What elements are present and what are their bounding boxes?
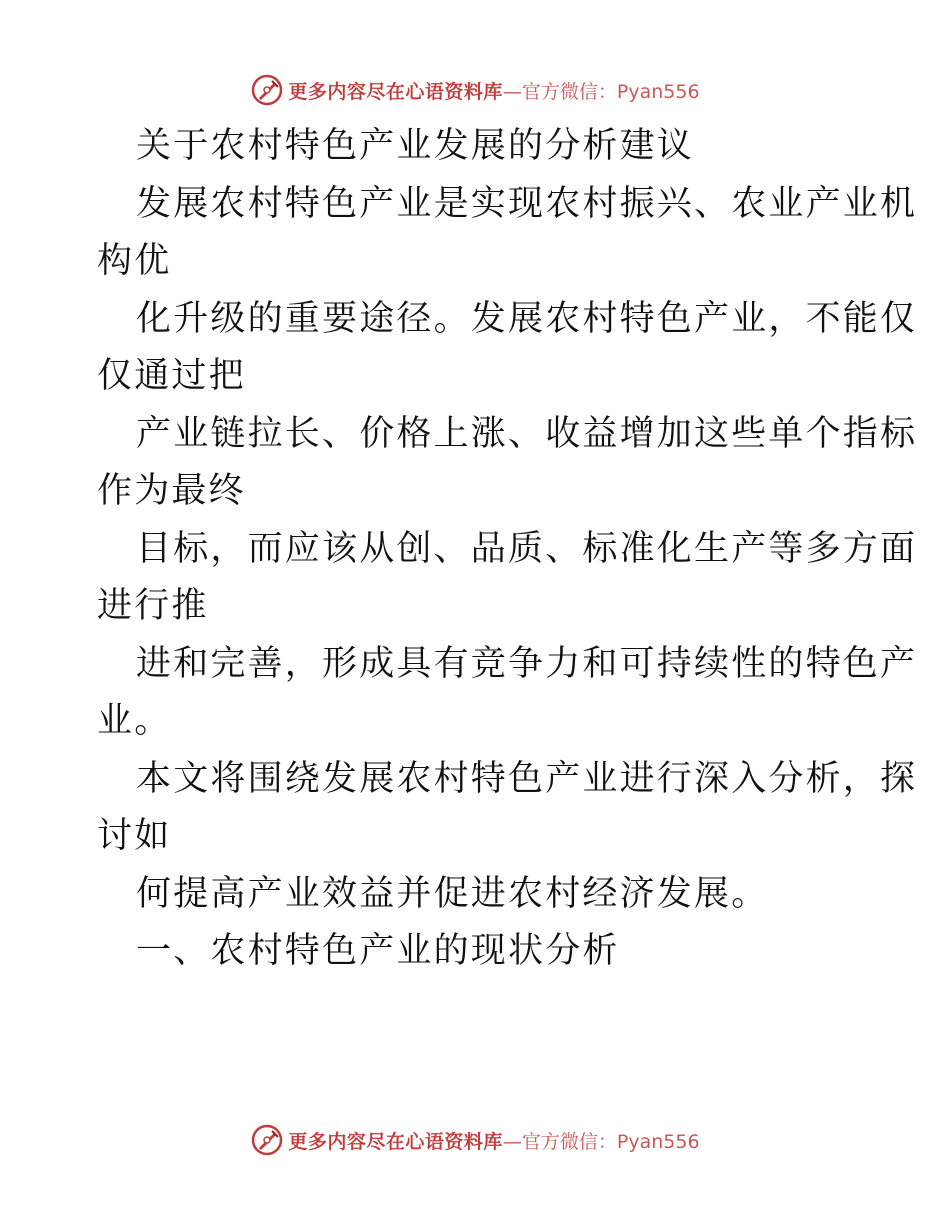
paragraph-line: 仅通过把 [97, 356, 246, 396]
paragraph-line: 作为最终 [97, 471, 246, 511]
paragraph-line: 何提高产业效益并促进农村经济发展。 [136, 873, 769, 914]
document-title: 关于农村特色产业发展的分析建议 [136, 126, 695, 166]
paragraph-line: 构优 [97, 241, 172, 281]
paragraph-line: 化升级的重要途径。发展农村特色产业，不能仅 [136, 298, 918, 339]
paragraph-line: 讨如 [97, 816, 172, 856]
watermark-brand-text: 更多内容尽在心语资料库 [288, 80, 503, 103]
quill-seal-icon [250, 1123, 284, 1157]
quill-seal-icon [250, 73, 284, 107]
watermark-wechat-text: —官方微信：Pyan556 [502, 80, 700, 103]
footer-watermark [0, 1120, 950, 1160]
paragraph-line: 发展农村特色产业是实现农村振兴、农业产业机 [136, 183, 918, 224]
paragraph-line: 进行推 [97, 586, 209, 626]
paragraph-line: 本文将围绕发展农村特色产业进行深入分析，探 [136, 758, 918, 799]
watermark-wechat-text: —官方微信：Pyan556 [502, 1130, 700, 1153]
document-body [97, 118, 918, 981]
watermark-brand-text: 更多内容尽在心语资料库 [288, 1130, 503, 1153]
paragraph-line: 产业链拉长、价格上涨、收益增加这些单个指标 [136, 413, 918, 454]
paragraph-line: 目标，而应该从创、品质、标准化生产等多方面 [136, 528, 918, 569]
header-watermark [0, 70, 950, 110]
paragraph-line: 业。 [97, 701, 172, 741]
section-heading: 一、农村特色产业的现状分析 [136, 931, 620, 971]
paragraph-line: 进和完善，形成具有竞争力和可持续性的特色产 [136, 643, 918, 684]
